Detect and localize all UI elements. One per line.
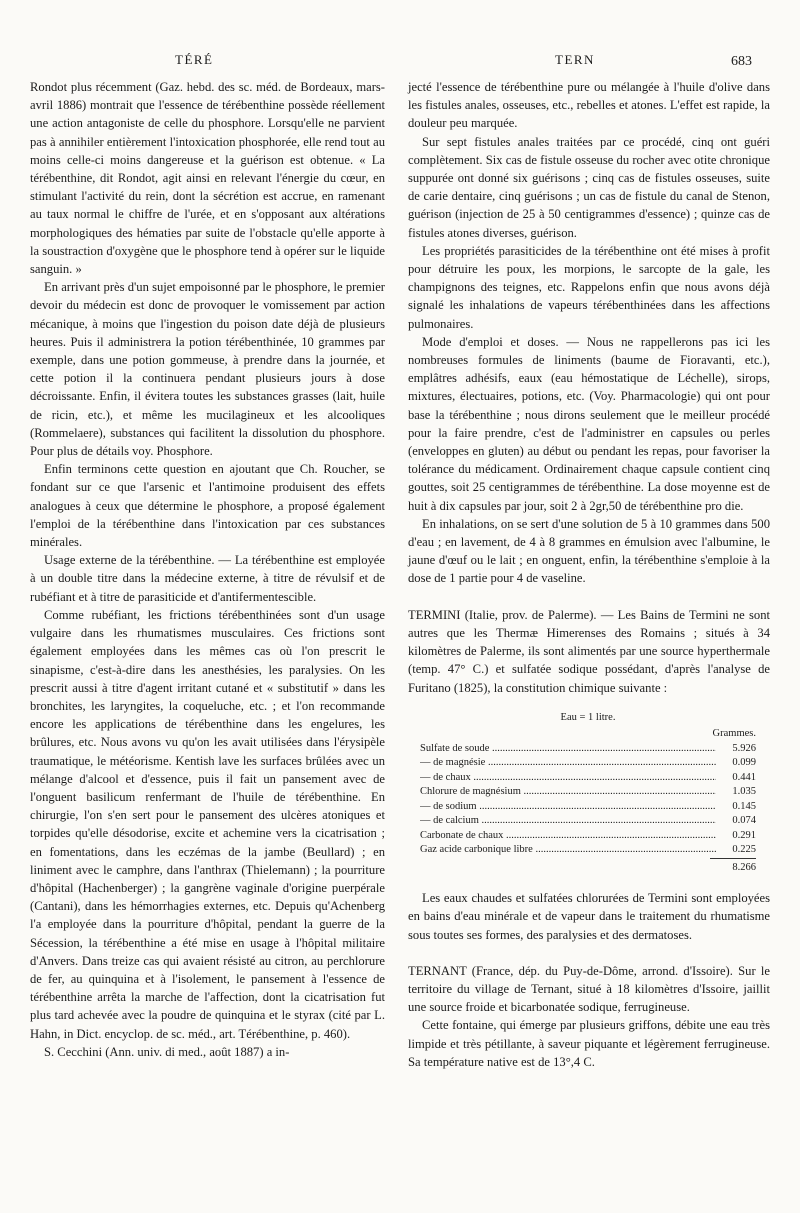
page-number: 683 [731,54,752,69]
table-caption: Eau = 1 litre. [560,711,616,723]
table-row-label: Sulfate de soude ..... [420,742,716,757]
table-row-label: Gaz acide carbonique libre ..... [420,843,716,858]
table-row-value: 5.926 [716,742,756,757]
paragraph: jecté l'essence de térébenthine pure ou mélangée à l'huile d'olive dans les fistules anales, osseuses, etc., rebelles et atones. L'effet est rapide, la douleur peu marquée. [408,80,770,131]
table-row [420,800,756,815]
table-row [420,771,756,786]
table-row [420,756,756,771]
paragraph: Mode d'emploi et doses. — Nous ne rappellerons pas ici les nombreuses formules de liniments (baume de Fioravanti, etc.), emplâtres adhésifs, eaux (eau hémostatique de Léchelle), sirops, mixtures, électuaires, potions, etc. (Voy. Pharmacologie) qui ont pour base la térébenthine ; nous dirons seulement que le meilleur procédé pour la faire prendre, c'est de l'administrer en capsules ou perles (enveloppes en gluten) au début ou pendant les repas, pour favoriser la tolérance du médicament. Ordinairement chaque capsule contient cinq gouttes, soit 25 centigrammes de térébenthine. La dose moyenne est de huit à dix capsules par jour, soit 2 à 2gr,50 de térébenthine pro die. [408,334,770,513]
paragraph: Rondot plus récemment (Gaz. hebd. des sc. méd. de Bordeaux, mars-avril 1886) montrait que l'essence de térébenthine possède réellement une action antagoniste de celle du phosphore. Lorsqu'elle ne parvient pas à annihiler entièrement l'intoxication phosphorée, elle rend tout au moins celle-ci moins dangereuse et la guérison est obtenue. « La térébenthine, dit Rondot, agit ainsi en relevant l'énergie du cœur, en stimulant l'activité du rein, dont la sécrétion est accrue, en ramenant au taux normal le chiffre de l'urée, et en s'opposant aux altérations morphologiques des hématies par suite de l'obstacle qu'elle apporte à la soustraction d'oxygène que le phosphore tend à opérer sur le liquide sanguin. » [30,80,385,277]
table-row-value: 1.035 [716,785,756,800]
table-row [420,742,756,757]
paragraph: Cette fontaine, qui émerge par plusieurs griffons, débite une eau très limpide et très pétillante, à saveur piquante et légèrement ferrugineuse. Sa température native est de 13°,4 C. [408,1018,770,1069]
paragraph: Comme rubéfiant, les frictions térébenthinées sont d'un usage vulgaire dans les rhumatismes musculaires. Ces frictions sont également employées dans les mêmes cas où l'on prescrit le sinapisme, c'est-à-dire dans les anesthésies, les paralysies. On les prescrit aussi à titre d'agent irritant cutané et « substitutif » dans les bronchites, les laryngites, la coqueluche, etc. ; et l'on recommande encore les applications de térébenthine dans les engelures, les brûlures, etc. Nous avons vu qu'on les avait utilisées dans l'érysipèle traumatique, le météorisme. Kentish lave les surfaces brûlées avec un mélange d'alcool et d'essence, puis il fait un pansement avec de l'onguent basilicum renfermant de l'huile de térébenthine. En chirurgie, l'on s'en sert pour le pansement des ulcères atoniques et torpides qu'elle désodorise, excite et achemine vers la cicatrisation ; en fomentations, dans les eczémas de la jambe (Beullard) ; en liniment avec le camphre, dans l'anthrax (Thielemann) ; la pourriture d'hôpital (Hachenberger) ; la gangrène vaginale d'origine puerpérale (Cantani), dans les hémorrhagies externes, etc. Depuis qu'Achenberg l'a employée dans la pourriture d'hôpital, pendant la guerre de la Sécession, la térébenthine a été mise en usage à l'hôpital militaire d'Anvers. Dans treize cas qui avaient résisté au citron, au perchlorure de fer, au quinquina et à l'isolement, le pansement à l'essence de térébenthine arrêta la marche de l'affection, dont la cicatrisation fut plus tard achevée avec la poudre de quinquina et le styrax (cité par L. Hahn, in Dict. encyclop. de sc. méd., art. Térébenthine, p. 460). [30,607,385,1041]
table-total: 8.266 [710,858,756,876]
table-row [420,814,756,829]
entry-ternant: TERNANT (France, dép. du Puy-de-Dôme, arrond. d'Issoire). Sur le territoire du village de Ternant, situé à 18 kilomètres d'Issoire, jaillit une source froide et bicarbonatée sodique, ferrugineuse. [408,963,770,1015]
paragraph: Les propriétés parasiticides de la térébenthine ont été mises à profit pour détruire les poux, les morpions, le sarcopte de la gale, les champignons des teignes, etc. Rappelons enfin que nous avons déjà signalé les inhalations de vapeurs térébenthinées dans les affections pulmonaires. [408,243,770,331]
paragraph: En inhalations, on se sert d'une solution de 5 à 10 grammes dans 500 d'eau ; en lavement, de 4 à 8 grammes en émulsion avec l'albumine, le jaune d'œuf ou le lait ; en onguent, enfin, la térébenthine s'emploie à la dose de 1 partie pour 4 de vaseline. [408,516,770,586]
table-row-label: Chlorure de magnésium ..... [420,785,716,800]
table-unit: Grammes. [712,728,756,740]
table-row-value: 0.099 [716,756,756,771]
table-row-value: 0.291 [716,829,756,844]
table-row-value: 0.441 [716,771,756,786]
left-column [30,78,385,1061]
table-row-label: Carbonate de chaux ..... [420,829,716,844]
entry-termini: TERMINI (Italie, prov. de Palerme). — Les Bains de Termini ne sont autres que les Thermæ Himerenses des Romains ; situés à 34 kilomètres de Palerme, ils sont alimentés par une source hyperthermale (temp. 47° C.) et sulfatée sodique possédant, d'après l'analyse de Furitano (1825), la constitution chimique suivante : [408,607,770,695]
paragraph: Sur sept fistules anales traitées par ce procédé, cinq ont guéri complètement. Six cas de fistule osseuse du rocher avec otite chronique suppurée ont donné six guérisons ; cinq cas de fistules osseuses, suite de carie dentaire, cinq guérisons ; un cas de fistule du canal de Stenon, guérison (injection de 25 à 50 centigrammes d'essence) ; quinze cas de fistules atones diverses, guérison. [408,134,770,240]
running-header-right: TERN [555,52,595,67]
paragraph: Enfin terminons cette question en ajoutant que Ch. Roucher, se fondant sur ce que l'arsenic et l'antimoine produisent des effets analogues à ceux que détermine le phosphore, a proposé également l'emploi de la térébenthine dans l'intoxication par ces substances minérales. [30,462,385,550]
paragraph: En arrivant près d'un sujet empoisonné par le phosphore, le premier devoir du médecin est donc de provoquer le vomissement par action mécanique, à moins que l'ingestion du poison date déjà de plusieurs heures. Puis il administrera la potion térébenthinée, 10 grammes par exemple, dans une potion gommeuse, à prendre dans la journée, et cette potion il la continuera pendant plusieurs jours à dose décroissante. Enfin, il évitera toutes les substances grasses (lait, huile de ricin, etc.), et même les mucilagineux et les alcooliques (Rommelaere), substances qui facilitent la dissolution du phosphore. Pour plus de détails voy. Phosphore. [30,280,385,459]
table-row-value: 0.074 [716,814,756,829]
mineral-analysis-table [420,711,756,876]
table-row [420,785,756,800]
table-row-label: — de chaux ..... [420,771,716,786]
paragraph: S. Cecchini (Ann. univ. di med., août 1887) a in- [44,1044,290,1059]
table-row-label: — de calcium ..... [420,814,716,829]
paragraph: Les eaux chaudes et sulfatées chlorurées de Termini sont employées en bains d'eau minérale et de vapeur dans le traitement du rhumatisme sous toutes ses formes, des paralysies et des dermatoses. [408,891,770,942]
running-header-left: TÉRÉ [175,52,214,67]
paragraph: Usage externe de la térébenthine. — La térébenthine est employée à un double titre dans la médecine externe, à titre de révulsif et de rubéfiant et à titre de parasiticide et d'antifermentescible. [30,553,385,604]
table-row-value: 0.145 [716,800,756,815]
table-row-value: 0.225 [716,843,756,858]
table-row-label: — de sodium ..... [420,800,716,815]
table-row [420,829,756,844]
table-row [420,843,756,858]
right-column [408,78,770,1071]
table-row-label: — de magnésie ..... [420,756,716,771]
